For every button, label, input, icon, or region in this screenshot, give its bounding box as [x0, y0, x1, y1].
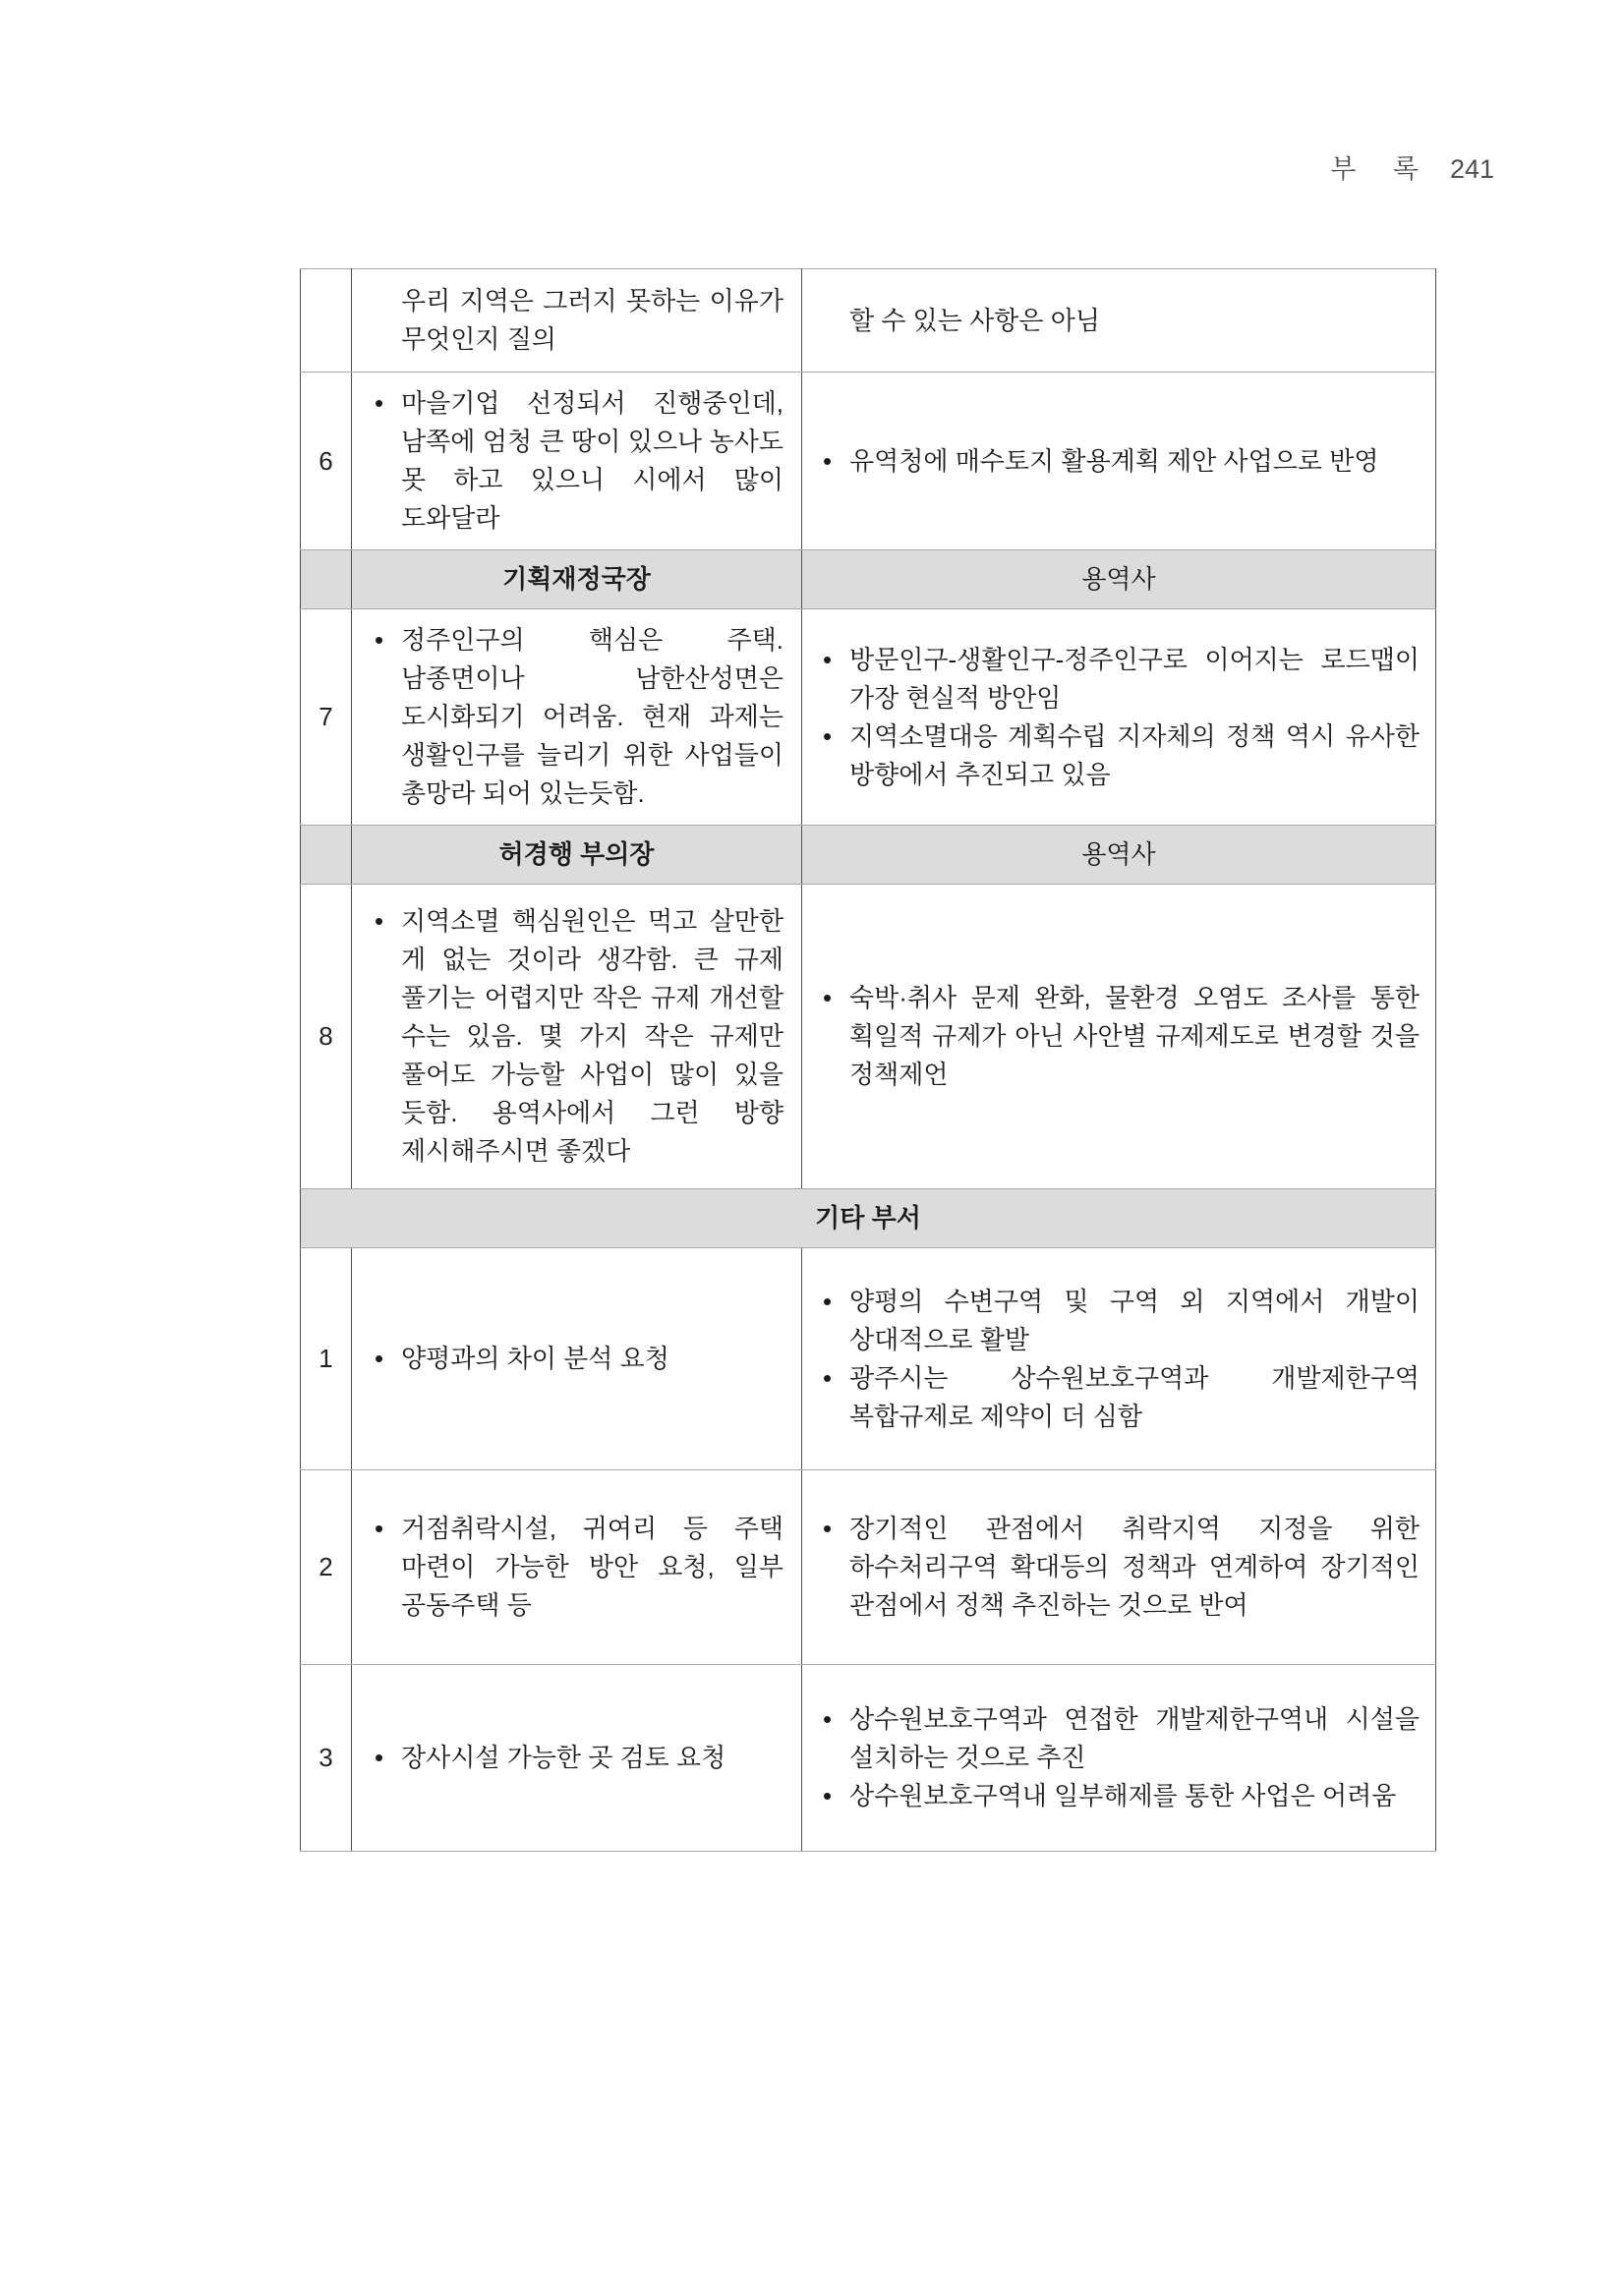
- row-number: 1: [301, 1248, 352, 1470]
- bullet-item: • 지역소멸 핵심원인은 먹고 살만한 게 없는 것이라 생각함. 큰 규제 풀기는 어렵지만 작은 규제 개선할 수는 있음. 몇 가지 작은 규제만 풀어도 가능할 사업이 많이 있을 듯함. 용역사에서 그런 방향 제시해주시면 좋겠다: [368, 902, 783, 1171]
- opinion-cell: [352, 373, 802, 550]
- table-row-2: [301, 1470, 1436, 1665]
- text-line: 우리 지역은 그러지 못하는 이유가 무엇인지 질의: [401, 286, 783, 354]
- row-number: 2: [301, 1470, 352, 1665]
- section-header-row: [301, 826, 1436, 885]
- response-cell: [802, 1248, 1436, 1470]
- speaker-header: 허경행 부의장: [352, 826, 802, 885]
- section-header-row: [301, 550, 1436, 609]
- bullet-item: • 상수원보호구역과 연접한 개발제한구역내 시설을 설치하는 것으로 추진: [816, 1700, 1420, 1777]
- table-row-6: [301, 373, 1436, 550]
- bullet-item: • 정주인구의 핵심은 주택. 남종면이나 남한산성면은 도시화되기 어려움. 현재 과제는 생활인구를 늘리기 위한 사업들이 총망라 되어 있는듯함.: [368, 621, 783, 813]
- response-cell: [802, 609, 1436, 826]
- bullet-item: • 양평의 수변구역 및 구역 외 지역에서 개발이 상대적으로 활발: [816, 1283, 1420, 1359]
- opinion-cell: [352, 885, 802, 1189]
- row-number: 3: [301, 1665, 352, 1852]
- bullet-item: • 양평과의 차이 분석 요청: [368, 1340, 783, 1378]
- row-number: [301, 269, 352, 373]
- opinion-cell: [352, 609, 802, 826]
- opinion-cell: [352, 269, 802, 373]
- response-cell: [802, 1665, 1436, 1852]
- response-cell: [802, 885, 1436, 1189]
- table-row-3: [301, 1665, 1436, 1852]
- bullet-item: • 마을기업 선정되서 진행중인데, 남쪽에 엄청 큰 땅이 있으나 농사도 못 하고 있으니 시에서 많이 도와달라: [368, 384, 783, 538]
- speaker-header: 기획재정국장: [352, 550, 802, 609]
- bullet-item: • 거점취락시설, 귀여리 등 주택 마련이 가능한 방안 요청, 일부 공동주택 등: [368, 1510, 783, 1625]
- opinion-cell: [352, 1470, 802, 1665]
- bullet-item: • 지역소멸대응 계획수립 지자체의 정책 역시 유사한 방향에서 추진되고 있음: [816, 718, 1420, 794]
- response-cell: [802, 373, 1436, 550]
- header-empty-cell: [301, 826, 352, 885]
- page-header: [1330, 147, 1494, 186]
- bullet-item: • 장기적인 관점에서 취락지역 지정을 위한 하수처리구역 확대등의 정책과 연계하여 장기적인 관점에서 정책 추진하는 것으로 반여: [816, 1510, 1420, 1625]
- meeting-minutes-table: [300, 268, 1436, 1852]
- bullet-item: • 상수원보호구역내 일부해제를 통한 사업은 어려움: [816, 1777, 1420, 1815]
- dept-header: 기타 부서: [301, 1189, 1436, 1248]
- bullet-item: • 광주시는 상수원보호구역과 개발제한구역 복합규제로 제약이 더 심함: [816, 1359, 1420, 1436]
- bullet-item: • 방문인구-생활인구-정주인구로 이어지는 로드맵이 가장 현실적 방안임: [816, 641, 1420, 718]
- bullet-item: • 장사시설 가능한 곳 검토 요청: [368, 1739, 783, 1777]
- consultant-header: 용역사: [802, 826, 1436, 885]
- table-row-7: [301, 609, 1436, 826]
- response-cell: [802, 1470, 1436, 1665]
- text-line: 할 수 있는 사항은 아님: [849, 305, 1100, 335]
- consultant-header: 용역사: [802, 550, 1436, 609]
- table-row-continuation: [301, 269, 1436, 373]
- response-cell: [802, 269, 1436, 373]
- header-empty-cell: [301, 550, 352, 609]
- opinion-cell: [352, 1665, 802, 1852]
- row-number: 6: [301, 373, 352, 550]
- section-header-row: [301, 1189, 1436, 1248]
- row-number: 7: [301, 609, 352, 826]
- table-row-1: [301, 1248, 1436, 1470]
- bullet-item: • 숙박·취사 문제 완화, 물환경 오염도 조사를 통한 획일적 규제가 아닌 사안별 규제제도로 변경할 것을 정책제언: [816, 979, 1420, 1094]
- section-label: 부 록: [1330, 154, 1421, 184]
- row-number: 8: [301, 885, 352, 1189]
- opinion-cell: [352, 1248, 802, 1470]
- bullet-item: • 유역청에 매수토지 활용계획 제안 사업으로 반영: [816, 442, 1420, 481]
- page-number: 241: [1449, 154, 1494, 184]
- table-row-8: [301, 885, 1436, 1189]
